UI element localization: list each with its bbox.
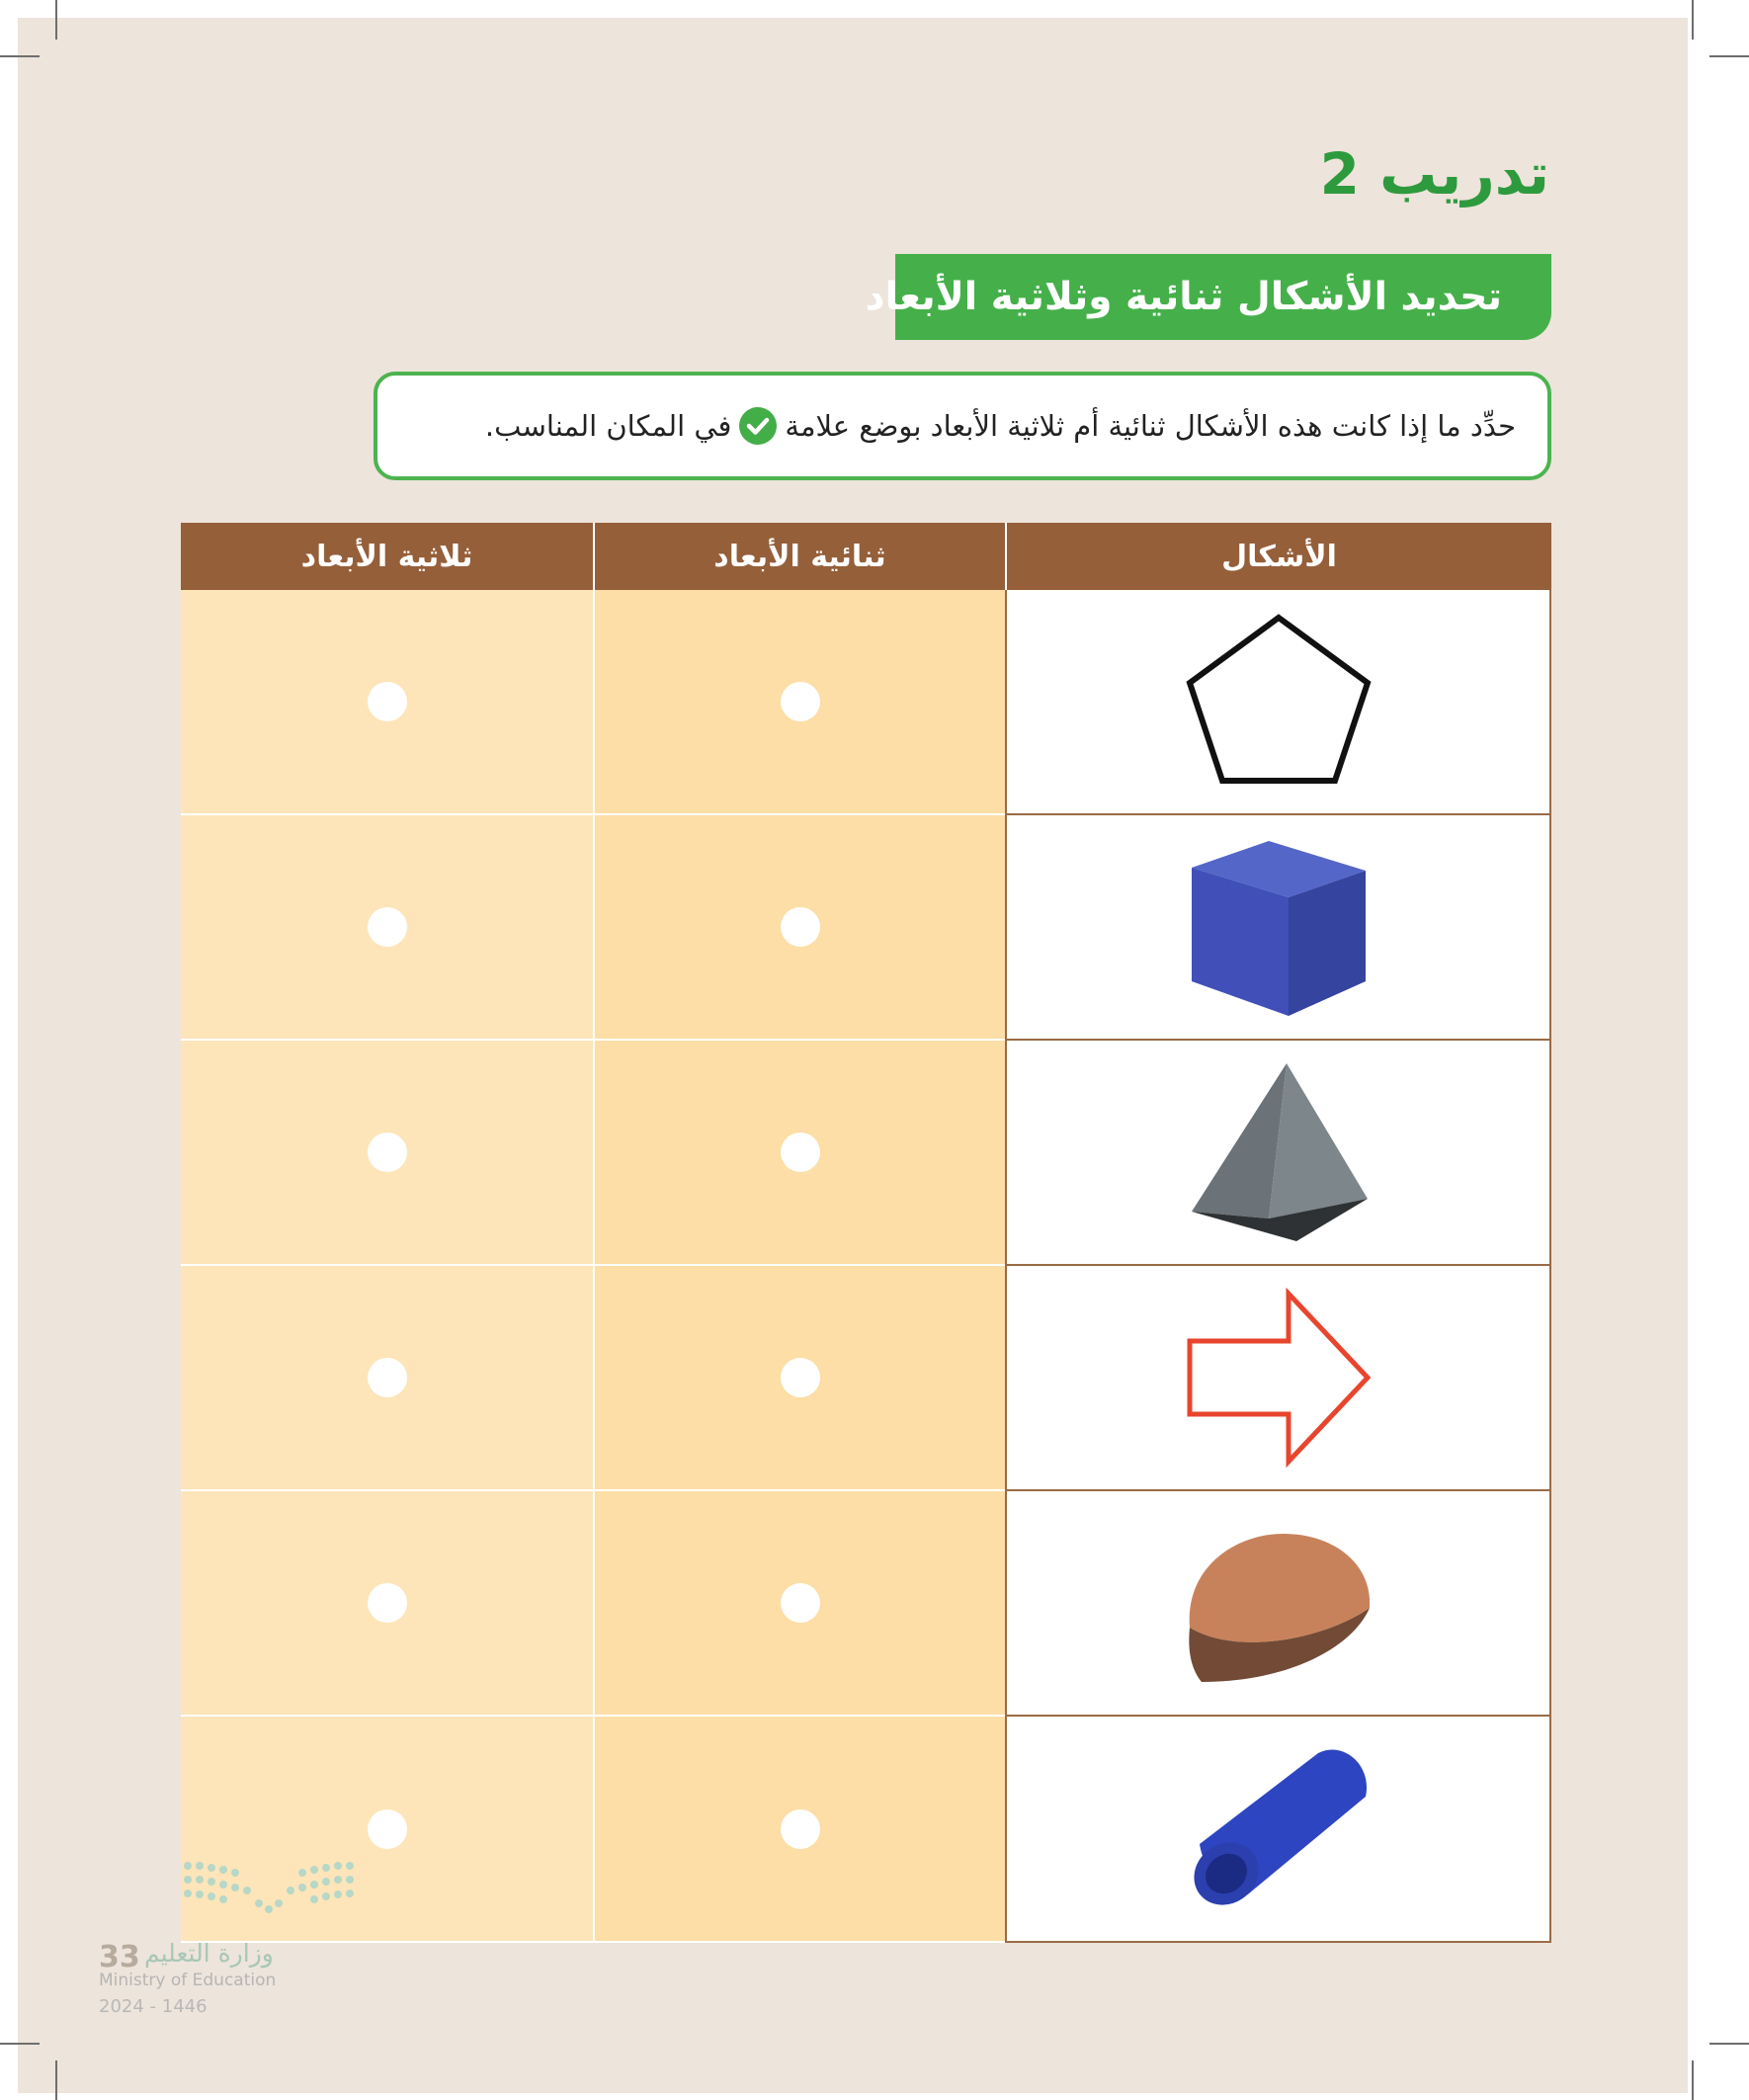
answer-cell-3d: [181, 1041, 593, 1266]
answer-cell-2d: [595, 590, 1005, 815]
answer-dot-2d[interactable]: [781, 1133, 820, 1172]
answer-cell-2d: [595, 1717, 1005, 1943]
answer-cell-2d: [595, 1041, 1005, 1266]
header-2d: ثنائية الأبعاد: [595, 523, 1005, 590]
instruction-text-start: حدِّد ما إذا كانت هذه الأشكال ثنائية أم ثلاثية الأبعاد بوضع علامة: [785, 409, 1516, 443]
pentagon-icon: [1180, 608, 1377, 796]
answer-cell-3d: [181, 590, 593, 815]
answer-dot-2d[interactable]: [781, 1358, 820, 1397]
crop-mark: [1692, 2060, 1694, 2100]
edition-year: 2024 - 1446: [99, 1996, 208, 2017]
shapes-table: [181, 523, 1551, 1943]
cube-icon: [1180, 833, 1377, 1021]
answer-cell-3d: [181, 815, 593, 1041]
crop-mark: [1692, 0, 1694, 40]
instruction: [485, 407, 1516, 445]
answer-dot-2d[interactable]: [781, 907, 820, 947]
answer-dot-3d[interactable]: [368, 1583, 407, 1623]
exercise-title: تدريب 2: [1319, 140, 1549, 208]
column-divider: [1005, 523, 1007, 590]
crop-mark: [0, 2043, 40, 2045]
header-3d: ثلاثية الأبعاد: [181, 523, 593, 590]
instruction-text-end: في المكان المناسب.: [484, 409, 732, 443]
instruction-box: [374, 372, 1551, 480]
answer-cell-2d: [595, 1266, 1005, 1491]
answer-dot-3d[interactable]: [368, 1133, 407, 1172]
answer-dot-3d[interactable]: [368, 682, 407, 721]
answer-dot-3d[interactable]: [368, 907, 407, 947]
header-shapes: الأشكال: [1007, 523, 1551, 590]
answer-dot-2d[interactable]: [781, 682, 820, 721]
shape-cell: [1005, 1491, 1551, 1717]
ministry-name-ar: وزارة التعليم: [144, 1939, 274, 1968]
crop-mark: [1709, 2043, 1749, 2045]
crop-mark: [55, 2060, 57, 2100]
shape-cell: [1005, 1717, 1551, 1943]
ministry-name-en: Ministry of Education: [99, 1971, 277, 1990]
answer-dot-2d[interactable]: [781, 1809, 820, 1849]
crop-mark: [1709, 55, 1749, 57]
page-number: 33: [99, 1940, 140, 1974]
answer-cell-2d: [595, 1491, 1005, 1717]
answer-dot-3d[interactable]: [368, 1809, 407, 1849]
answer-cell-2d: [595, 815, 1005, 1041]
check-circle-icon: [739, 407, 777, 445]
shape-cell: [1005, 1041, 1551, 1266]
answer-cell-3d: [181, 1491, 593, 1717]
shape-cell: [1005, 1266, 1551, 1491]
cylinder-icon: [1180, 1735, 1377, 1923]
arrow-outline-icon: [1180, 1284, 1377, 1471]
answer-cell-3d: [181, 1266, 593, 1491]
section-banner: [865, 254, 1551, 340]
ministry-logo-icon: [180, 1858, 358, 1917]
column-divider: [593, 523, 595, 1943]
shape-cell: [1005, 590, 1551, 815]
crop-mark: [55, 0, 57, 40]
answer-dot-3d[interactable]: [368, 1358, 407, 1397]
hemisphere-icon: [1180, 1509, 1377, 1697]
crop-mark: [0, 55, 40, 57]
pyramid-icon: [1180, 1058, 1377, 1246]
shape-cell: [1005, 815, 1551, 1041]
answer-dot-2d[interactable]: [781, 1583, 820, 1623]
banner-title: تحديد الأشكال ثنائية وثلاثية الأبعاد: [865, 275, 1502, 319]
